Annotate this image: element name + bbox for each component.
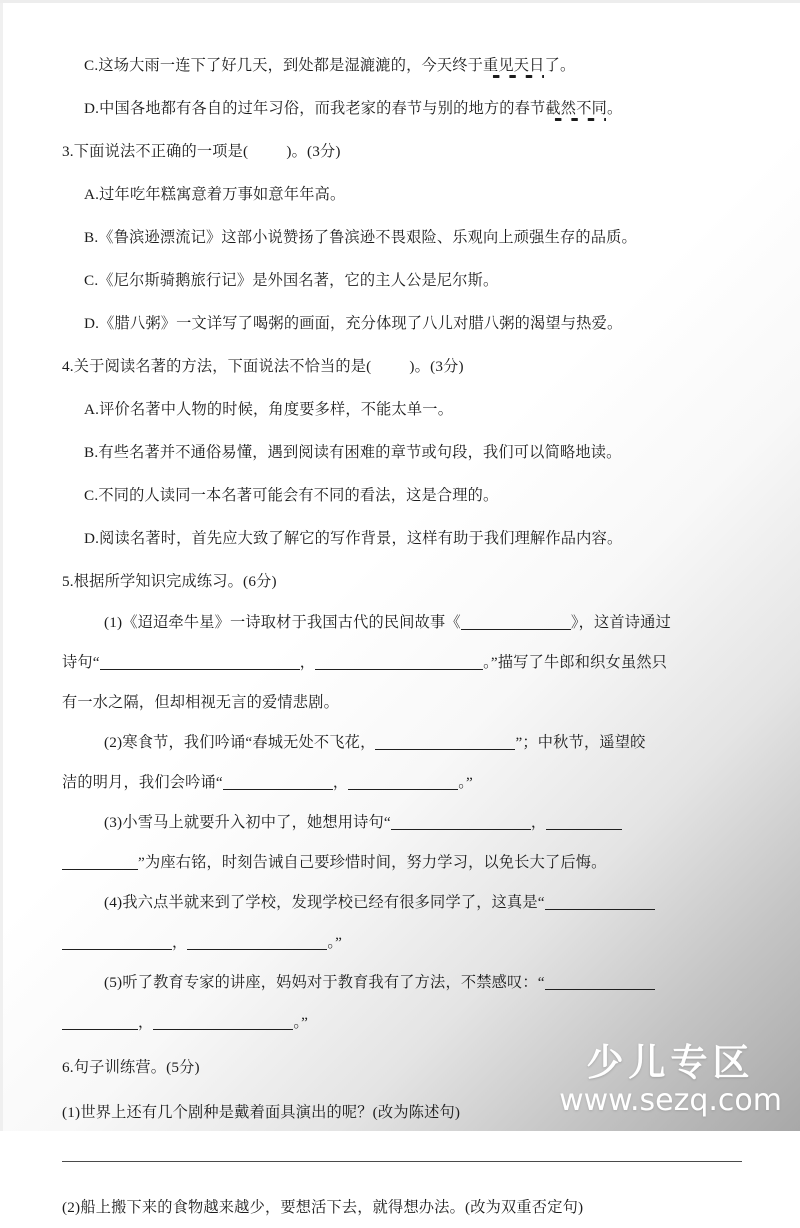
answer-blank[interactable]	[461, 616, 571, 630]
option-4d-label: D.	[84, 529, 100, 547]
item-5-1-seg1: 《迢迢牵牛星》一诗取材于我国古代的民间故事《	[122, 614, 461, 632]
option-row-3d	[62, 302, 742, 345]
question-5-stem-row	[62, 560, 742, 603]
item-5-3-label: (3)	[104, 814, 123, 832]
item-5-1-seg5: 。”描写了牛郎和织女虽然只	[483, 654, 668, 672]
option-3a-text: 过年吃年糕寓意着万事如意年年高。	[99, 185, 346, 203]
option-row-2c	[62, 44, 742, 87]
option-3b-text: 《鲁滨逊漂流记》这部小说赞扬了鲁滨逊不畏艰险、乐观向上顽强生存的品质。	[98, 228, 637, 246]
answer-blank[interactable]	[348, 776, 458, 790]
option-3b	[84, 230, 637, 245]
item-5-1-seg2: 》，这首诗通过	[570, 614, 671, 632]
option-row-4b	[62, 431, 742, 474]
question-3-number: 3.	[62, 142, 74, 160]
option-row-2d	[62, 87, 742, 130]
option-4b-label: B.	[84, 443, 99, 461]
item-5-4-seg1: 我六点半就来到了学校，发现学校已经有很多同学了，这真是“	[122, 894, 545, 912]
question-4-stem-row	[62, 345, 742, 388]
option-4d	[84, 531, 622, 546]
option-3c	[84, 273, 498, 288]
option-3d	[84, 316, 622, 331]
page-top-edge	[0, 0, 800, 3]
question-5-number: 5.	[62, 572, 74, 590]
question-3-stem-row	[62, 130, 742, 173]
item-5-2-seg5: 。”	[458, 774, 473, 792]
item-6-1-label: (1)	[62, 1104, 81, 1122]
item-5-5-seg1: 听了教育专家的讲座，妈妈对于教育我有了方法，不禁感叹：“	[122, 974, 545, 992]
option-row-4c	[62, 474, 742, 517]
question-5-stem-text: 根据所学知识完成练习。(6分)	[73, 572, 277, 590]
option-4c	[84, 488, 498, 503]
option-4b	[84, 445, 622, 460]
option-3a	[84, 187, 345, 202]
question-4-stem	[62, 359, 464, 374]
question-3-stem-text: 下面说法不正确的一项是(	[73, 142, 249, 160]
item-5-1-seg4: ，	[299, 654, 316, 672]
item-5-5-seg2: ，	[138, 1014, 154, 1032]
question-5-item-4-line-1	[62, 883, 742, 923]
question-5-item-2-line-2	[62, 763, 742, 803]
answer-space-6-1[interactable]	[62, 1133, 742, 1161]
option-2c-label: C.	[84, 56, 99, 74]
item-6-2-text: 船上搬下来的食物越来越少，要想活下去，就得想办法。(改为双重否定句)	[80, 1199, 584, 1217]
question-6-stem-text: 句子训练营。(5分)	[73, 1059, 200, 1077]
question-5-stem	[62, 574, 277, 589]
option-row-3b	[62, 216, 742, 259]
answer-blank[interactable]	[545, 896, 655, 910]
question-5-item-5-line-1	[62, 963, 742, 1003]
watermark	[559, 1041, 782, 1118]
answer-blank[interactable]	[223, 776, 333, 790]
item-6-1-text: 世界上还有几个剧种是戴着面具演出的呢？(改为陈述句)	[80, 1104, 461, 1122]
item-5-4-seg2: ，	[172, 934, 188, 952]
option-2d-label: D.	[84, 99, 100, 117]
option-2d-emphasis: 截然不同	[545, 99, 607, 117]
watermark-brand: 少儿专区	[586, 1041, 755, 1085]
item-5-3-seg2: ，	[530, 814, 547, 832]
question-6-number: 6.	[62, 1059, 74, 1077]
answer-blank[interactable]	[315, 656, 483, 670]
answer-blank[interactable]	[546, 816, 622, 830]
item-5-4-seg3: 。”	[327, 934, 343, 952]
item-5-3-seg3: ”为座右铭，时刻告诫自己要珍惜时间，努力学习，以免长大了后悔。	[138, 854, 607, 872]
option-row-4a	[62, 388, 742, 431]
option-3d-text: 《腊八粥》一文详写了喝粥的画面，充分体现了八儿对腊八粥的渴望与热爱。	[99, 314, 623, 332]
watermark-url: www.sezq.com	[559, 1083, 782, 1118]
option-4a	[84, 402, 453, 417]
option-2c-emphasis: 重见天日	[483, 56, 545, 74]
answer-blank[interactable]	[62, 936, 172, 950]
question-5-item-3-line-2	[62, 843, 742, 883]
option-3b-label: B.	[84, 228, 99, 246]
item-6-2-label: (2)	[62, 1199, 81, 1217]
answer-blank[interactable]	[100, 656, 300, 670]
option-2c-text-before: 这场大雨一连下了好几天，到处都是湿漉漉的，今天终于	[98, 56, 484, 74]
question-3-stem-close: )。(3分)	[286, 142, 341, 160]
item-5-2-seg1: 寒食节，我们吟诵“春城无处不飞花，	[122, 734, 376, 752]
question-5-item-1-line-2	[62, 643, 742, 683]
answer-blank[interactable]	[375, 736, 515, 750]
item-5-2-seg2: ”；中秋节，遥望皎	[515, 734, 646, 752]
question-5-item-3-line-1	[62, 803, 742, 843]
question-5-item-4-line-2	[62, 923, 742, 963]
question-5-item-1-line-3	[62, 683, 742, 723]
option-3c-text: 《尼尔斯骑鹅旅行记》是外国名著，它的主人公是尼尔斯。	[98, 271, 499, 289]
option-4b-text: 有些名著并不通俗易懂，遇到阅读有困难的章节或句段，我们可以简略地读。	[98, 443, 622, 461]
item-5-4-label: (4)	[104, 894, 123, 912]
item-5-5-label: (5)	[104, 974, 123, 992]
answer-blank[interactable]	[153, 1016, 293, 1030]
option-2d-text-before: 中国各地都有各自的过年习俗，而我老家的春节与别的地方的春节	[99, 99, 546, 117]
page-left-edge	[0, 0, 3, 1131]
item-5-2-seg4: ，	[332, 774, 349, 792]
answer-blank[interactable]	[62, 856, 138, 870]
option-2d	[84, 101, 622, 116]
item-5-5-seg3: 。”	[293, 1014, 309, 1032]
option-row-3c	[62, 259, 742, 302]
answer-gap	[62, 1162, 742, 1188]
answer-blank[interactable]	[62, 1016, 138, 1030]
option-row-4d	[62, 517, 742, 560]
question-6-item-2	[62, 1188, 742, 1228]
question-4-stem-close: )。(3分)	[409, 357, 464, 375]
question-5-item-2-line-1	[62, 723, 742, 763]
question-5-item-5-line-2	[62, 1003, 742, 1043]
option-row-3a	[62, 173, 742, 216]
answer-blank[interactable]	[545, 976, 655, 990]
question-6-stem	[62, 1060, 200, 1075]
option-4c-label: C.	[84, 486, 99, 504]
item-5-3-seg1: 小雪马上就要升入初中了，她想用诗句“	[122, 814, 391, 832]
item-5-2-seg3: 洁的明月，我们会吟诵“	[62, 774, 223, 792]
option-3c-label: C.	[84, 271, 99, 289]
item-5-1-seg6: 有一水之隔，但却相视无言的爱情悲剧。	[62, 694, 339, 712]
option-4a-text: 评价名著中人物的时候，角度要多样，不能太单一。	[99, 400, 454, 418]
option-4a-label: A.	[84, 400, 100, 418]
option-2c-text-after: 了。	[544, 56, 576, 74]
item-5-1-label: (1)	[104, 614, 123, 632]
question-4-number: 4.	[62, 357, 74, 375]
question-5-item-1-line-1	[62, 603, 742, 643]
option-2c	[84, 58, 575, 73]
option-3d-label: D.	[84, 314, 100, 332]
option-4d-text: 阅读名著时，首先应大致了解它的写作背景，这样有助于我们理解作品内容。	[99, 529, 623, 547]
item-5-2-label: (2)	[104, 734, 123, 752]
item-5-1-seg3: 诗句“	[62, 654, 100, 672]
option-2d-text-after: 。	[606, 99, 623, 117]
answer-blank[interactable]	[391, 816, 531, 830]
option-4c-text: 不同的人读同一本名著可能会有不同的看法，这是合理的。	[98, 486, 499, 504]
answer-blank[interactable]	[187, 936, 327, 950]
question-4-stem-text: 关于阅读名著的方法，下面说法不恰当的是(	[73, 357, 372, 375]
question-3-stem	[62, 144, 341, 159]
option-3a-label: A.	[84, 185, 100, 203]
